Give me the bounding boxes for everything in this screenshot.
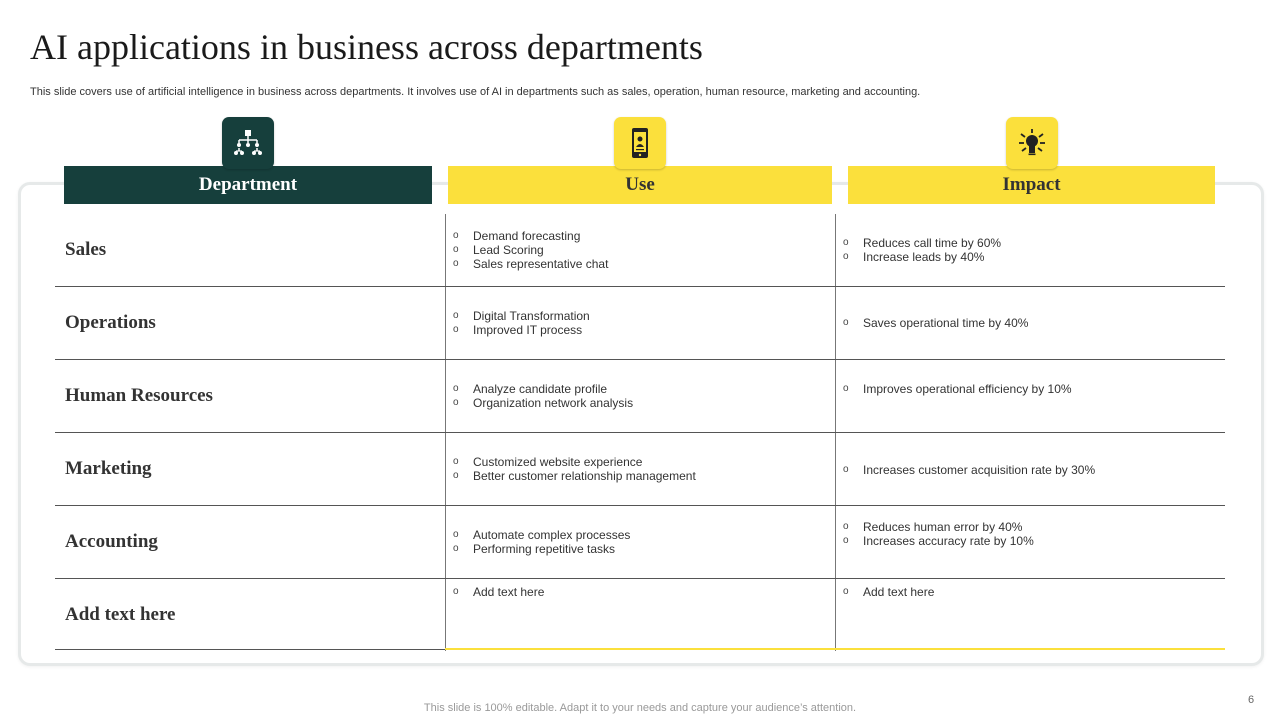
column-divider [835,506,836,578]
bullet-icon: o [843,383,849,394]
bullet-icon: o [453,310,459,321]
department-name: Marketing [65,458,152,479]
bullet-icon: o [453,383,459,394]
lightbulb-icon [1006,117,1058,169]
column-divider [835,360,836,432]
org-chart-icon [222,117,274,169]
use-cell [453,214,831,286]
bullet-icon: o [843,535,849,546]
department-name: Sales [65,239,107,260]
table-bottom-accent [445,648,1225,650]
column-divider [835,287,836,359]
page-title: AI applications in business across departments [30,27,703,67]
bullet-icon: o [843,251,849,262]
impact-item: o Add text here [843,585,935,599]
table-row [55,214,1225,287]
impact-item: o Improves operational efficiency by 10% [843,382,1072,396]
use-item: o Analyze candidate profile [453,382,608,396]
column-divider [445,360,446,432]
column-divider [835,579,836,651]
footer-note: This slide is 100% editable. Adapt it to your needs and capture your audience’s attention. [423,702,857,714]
use-item: o Digital Transformation [453,309,590,323]
page-number: 6 [1248,694,1255,706]
use-item: o Lead Scoring [453,243,544,257]
use-item: o Add text here [453,585,545,599]
bullet-icon: o [453,456,459,467]
impact-cell [843,506,1221,578]
column-divider [835,433,836,505]
bullet-icon: o [843,317,849,328]
applications-table [55,214,1225,651]
bullet-icon: o [843,521,849,532]
impact-item: o Reduces call time by 60% [843,236,1002,250]
bullet-icon: o [453,244,459,255]
use-item: o Organization network analysis [453,396,634,410]
column-divider [445,214,446,286]
use-item: o Performing repetitive tasks [453,542,616,556]
impact-cell [843,579,1221,651]
table-row [55,287,1225,360]
column-divider [835,214,836,286]
use-cell [453,579,831,651]
bullet-icon: o [453,470,459,481]
smartphone-icon [614,117,666,169]
impact-item: o Saves operational time by 40% [843,316,1029,330]
use-item: o Improved IT process [453,323,583,337]
bullet-icon: o [453,543,459,554]
table-row [55,579,1225,651]
department-name: Human Resources [65,385,213,406]
bullet-icon: o [453,230,459,241]
bullet-icon: o [843,586,849,597]
bullet-icon: o [453,258,459,269]
table-row [55,433,1225,506]
impact-item: o Increases accuracy rate by 10% [843,534,1034,548]
use-cell [453,506,831,578]
header-department: Department [64,166,432,204]
impact-cell [843,287,1221,359]
impact-item: o Increase leads by 40% [843,250,985,264]
column-divider [445,433,446,505]
table-bottom-border [55,649,445,650]
impact-item: o Increases customer acquisition rate by 30% [843,463,1096,477]
page-subtitle: This slide covers use of artificial intelligence in business across departments. It involves use of AI in departments such as sales, operation, human resource, marketing and accounting. [30,86,921,98]
impact-cell [843,360,1221,432]
bullet-icon: o [453,586,459,597]
department-name: Operations [65,312,156,333]
use-item: o Sales representative chat [453,257,609,271]
use-cell [453,287,831,359]
impact-cell [843,214,1221,286]
bullet-icon: o [453,324,459,335]
impact-item: o Reduces human error by 40% [843,520,1023,534]
bullet-icon: o [453,529,459,540]
column-divider [445,579,446,651]
header-use: Use [448,166,832,204]
use-item: o Demand forecasting [453,229,581,243]
header-impact: Impact [848,166,1215,204]
bullet-icon: o [453,397,459,408]
department-name: Accounting [65,531,158,552]
impact-cell [843,433,1221,505]
use-cell [453,433,831,505]
table-row [55,506,1225,579]
use-cell [453,360,831,432]
use-item: o Customized website experience [453,455,643,469]
table-row [55,360,1225,433]
use-item: o Automate complex processes [453,528,631,542]
column-divider [445,506,446,578]
department-name: Add text here [65,604,176,625]
use-item: o Better customer relationship management [453,469,696,483]
column-divider [445,287,446,359]
bullet-icon: o [843,237,849,248]
bullet-icon: o [843,464,849,475]
